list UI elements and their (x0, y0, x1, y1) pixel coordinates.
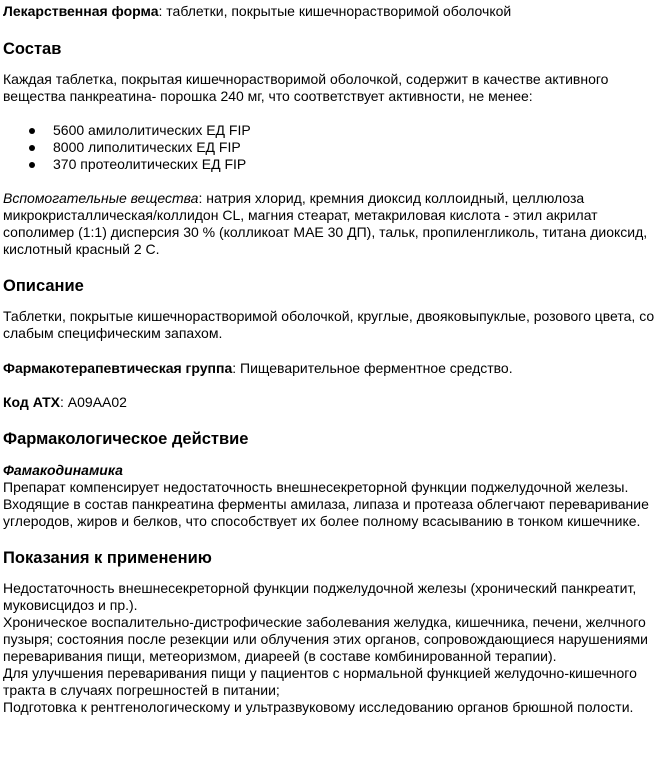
atc-code-line (3, 394, 657, 411)
excipients-label: Вспомогательные вещества (3, 190, 199, 206)
pharmacotherapeutic-group-label: Фармакотерапевтическая группа (3, 360, 233, 376)
dosage-form-label: Лекарственная форма (3, 3, 159, 19)
indication-item: Хроническое воспалительно-дистрофические заболевания желудка, кишечника, печени, желчного пузыря; состояния после резекции или облучения этих органов, сопровождающиеся нарушениями переваривания пищи, метеоризмом, диареей (в составе комбинированной терапии). (3, 614, 648, 664)
pharmacological-action-heading: Фармакологическое действие (3, 430, 249, 448)
dosage-form-value: таблетки, покрытые кишечнорастворимой оболочкой (162, 3, 512, 19)
indication-item: Для улучшения переваривания пищи у пациентов с нормальной функцией желудочно-кишечного тракта в случаях погрешностей в питании; (3, 665, 637, 698)
atc-code-separator: : (60, 394, 64, 410)
list-item: 8000 липолитических ЕД FIP (53, 139, 657, 156)
atc-code-value: A09AA02 (63, 394, 127, 410)
atc-code-label: Код АТХ (3, 394, 60, 410)
description-heading: Описание (3, 277, 84, 295)
pharmacotherapeutic-group-separator: : (232, 360, 237, 376)
composition-heading: Состав (3, 40, 62, 58)
excipients-paragraph (3, 190, 657, 258)
pharmacodynamics-text: Препарат компенсирует недостаточность внешнесекреторной функции поджелудочной железы. Входящие в состав панкреатина ферменты амилаза, липаза и протеаза облегчают переваривание углеродов, жиров и белков, что способствует их более полному всасыванию в тонком кишечнике. (3, 479, 649, 529)
dosage-form-line (3, 3, 657, 20)
indication-item: Недостаточность внешнесекреторной функции поджелудочной железы (хронический панкреатит, муковисцидоз и пр.). (3, 580, 637, 613)
composition-intro: Каждая таблетка, покрытая кишечнорастворимой оболочкой, содержит в качестве активного вещества панкреатина- порошка 240 мг, что соответствует активности, не менее: (3, 71, 609, 104)
indications-list (3, 580, 657, 716)
document (3, 3, 657, 716)
pharmacotherapeutic-group-line (3, 360, 657, 377)
pharmacotherapeutic-group-value: Пищеварительное ферментное средство. (236, 360, 513, 376)
indications-heading: Показания к применению (3, 549, 212, 567)
description-text: Таблетки, покрытые кишечнорастворимой оболочкой, круглые, двояковыпуклые, розового цвета, со слабым специфическим запахом. (3, 308, 655, 341)
activity-list (3, 122, 657, 173)
excipients-text: : натрия хлорид, кремния диоксид коллоидный, целлюлоза микрокристаллическая/коллидон CL, магния стеарат, метакриловая кислота - этил акрилат сополимер (1:1) дисперсия 30 % (колликоат МАЕ 30 ДП), тальк, пропиленгликоль, титана диоксид, кислотный красный 2 С. (3, 190, 648, 257)
dosage-form-separator: : (158, 3, 163, 19)
list-item: 5600 амилолитических ЕД FIP (53, 122, 657, 139)
indication-item: Подготовка к рентгенологическому и ультразвуковому исследованию органов брюшной полости. (3, 699, 634, 715)
pharmacodynamics-subheading: Фамакодинамика (3, 462, 123, 478)
list-item: 370 протеолитических ЕД FIP (53, 156, 657, 173)
